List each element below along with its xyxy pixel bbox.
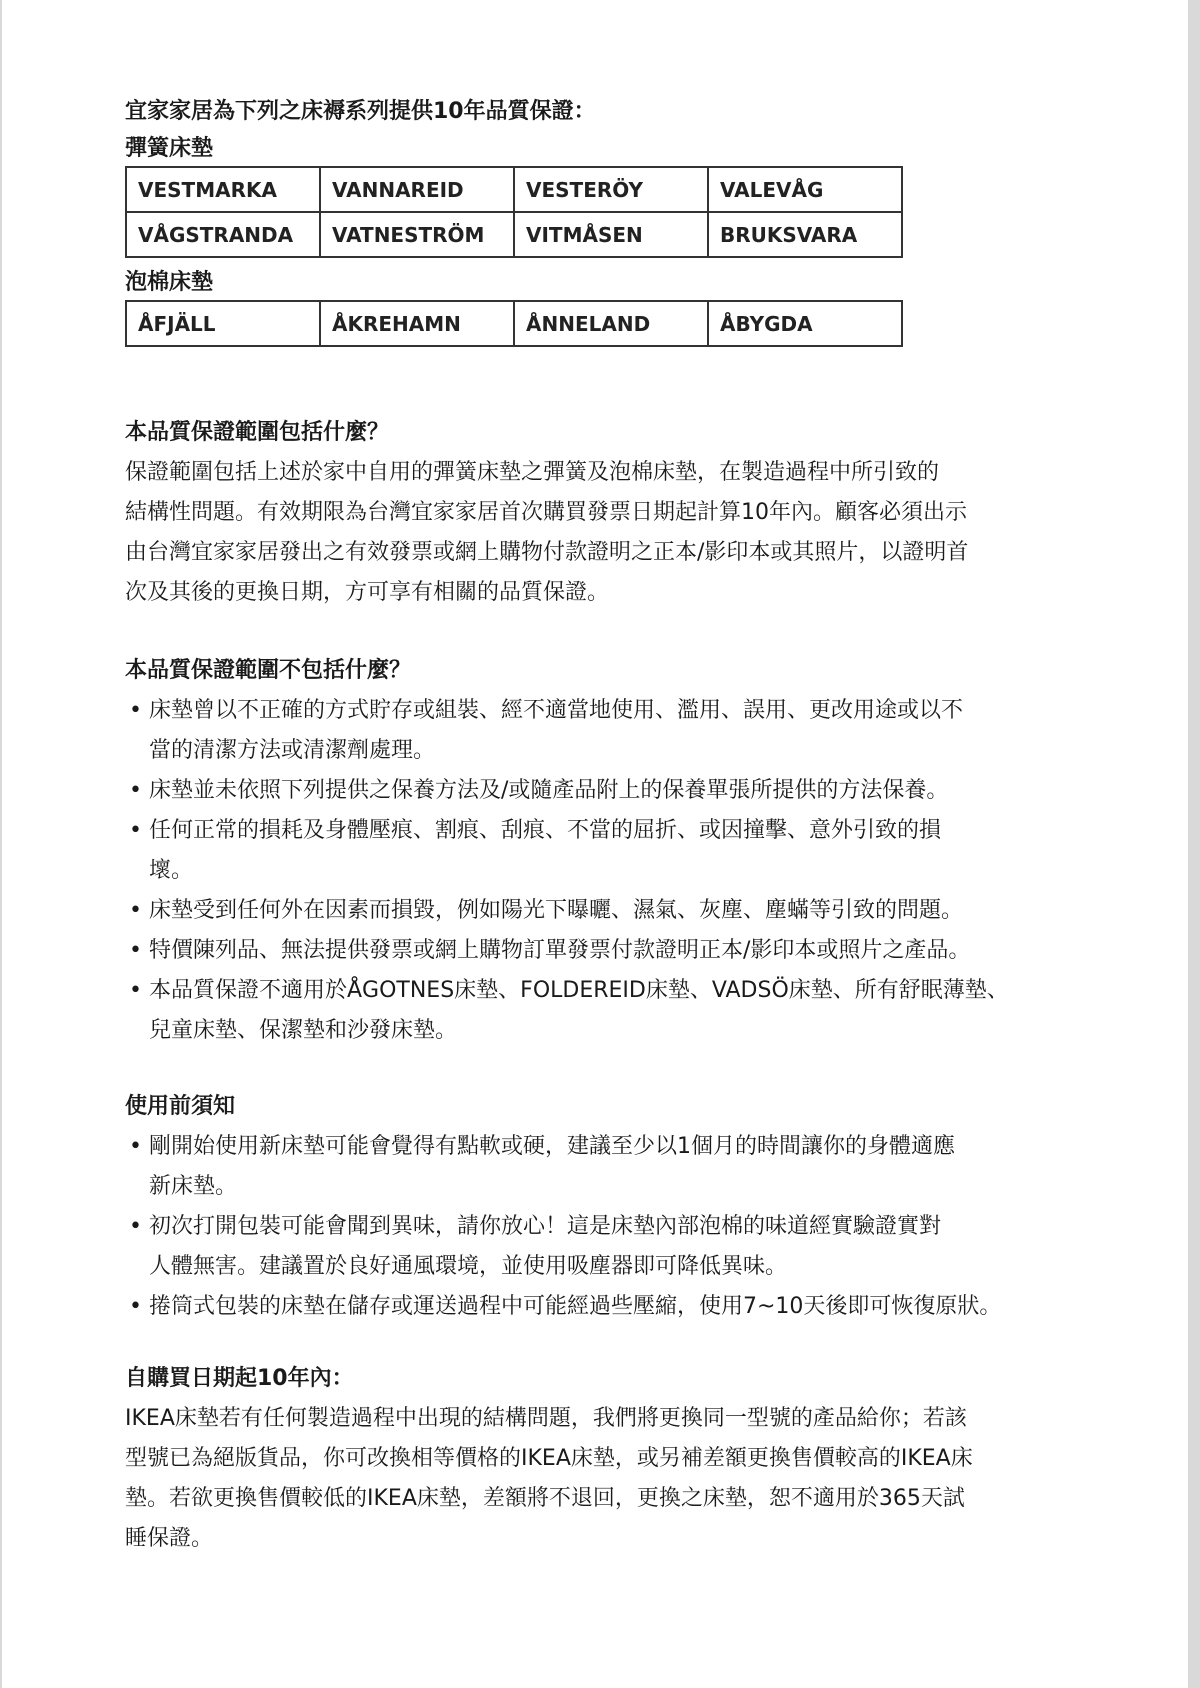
list-item: [125, 891, 1088, 931]
list-item-line: 特價陳列品、無法提供發票或網上購物訂單發票付款證明正本/影印本或照片之產品。: [149, 938, 971, 963]
list-item-line: 剛開始使用新床墊可能會覺得有點軟或硬，建議至少以1個月的時間讓你的身體適應: [149, 1134, 955, 1159]
list-item-line: 床墊曾以不正確的方式貯存或組裝、經不適當地使用、濫用、誤用、更改用途或以不: [149, 698, 964, 723]
model-cell: VITMÅSEN: [514, 212, 708, 257]
model-cell: VÅGSTRANDA: [126, 212, 320, 257]
model-cell: VATNESTRÖM: [320, 212, 514, 257]
spring-mattress-table: [125, 166, 903, 258]
before-use-list: [125, 1127, 1088, 1327]
list-item-line: 捲筒式包裝的床墊在儲存或運送過程中可能經過些壓縮，使用7~10天後即可恢復原狀。: [149, 1294, 1002, 1319]
not-covered-list: [125, 691, 1088, 1051]
list-item: [125, 1207, 1088, 1287]
model-cell: VALEVÅG: [708, 167, 902, 212]
list-item-line: 壞。: [149, 858, 194, 883]
model-cell: ÅBYGDA: [708, 301, 902, 346]
list-item: [125, 971, 1088, 1051]
before-use-title: 使用前須知: [125, 1094, 236, 1119]
paragraph-line: IKEA床墊若有任何製造過程中出現的結構問題，我們將更換同一型號的產品給你；若該: [125, 1406, 967, 1431]
model-cell: ÅNNELAND: [514, 301, 708, 346]
list-item: [125, 771, 1088, 811]
list-item: [125, 1287, 1088, 1327]
paragraph-line: 結構性問題。有效期限為台灣宜家家居首次購買發票日期起計算10年內。顧客必須出示: [125, 500, 967, 525]
list-item-line: 兒童床墊、保潔墊和沙發床墊。: [149, 1018, 458, 1043]
list-item-line: 人體無害。建議置於良好通風環境，並使用吸塵器即可降低異味。: [149, 1254, 788, 1279]
document-page: [2, 0, 1188, 1688]
paragraph-line: 型號已為絕版貨品，你可改換相等價格的IKEA床墊，或另補差額更換售價較高的IKEA床: [125, 1446, 973, 1471]
ten-years-paragraph: [125, 1399, 1088, 1559]
list-item: [125, 1127, 1088, 1207]
list-item-line: 本品質保證不適用於ÅGOTNES床墊、FOLDEREID床墊、VADSÖ床墊、所有舒眠薄墊、: [149, 978, 1009, 1003]
covered-title: 本品質保證範圍包括什麼？: [125, 420, 390, 445]
foam-mattress-table: [125, 300, 903, 347]
list-item: [125, 931, 1088, 971]
foam-mattress-title: 泡棉床墊: [125, 270, 214, 295]
model-cell: VESTMARKA: [126, 167, 320, 212]
model-cell: BRUKSVARA: [708, 212, 902, 257]
table-row: [126, 167, 902, 212]
model-cell: ÅFJÄLL: [126, 301, 320, 346]
table-row: [126, 301, 902, 346]
model-cell: VESTERÖY: [514, 167, 708, 212]
paragraph-line: 保證範圍包括上述於家中自用的彈簧床墊之彈簧及泡棉床墊，在製造過程中所引致的: [125, 460, 940, 485]
paragraph-line: 墊。若欲更換售價較低的IKEA床墊，差額將不退回，更換之床墊，恕不適用於365天試: [125, 1486, 965, 1511]
list-item-line: 任何正常的損耗及身體壓痕、割痕、刮痕、不當的屈折、或因撞擊、意外引致的損: [149, 818, 942, 843]
list-item-line: 床墊並未依照下列提供之保養方法及/或隨產品附上的保養單張所提供的方法保養。: [149, 778, 949, 803]
covered-paragraph: [125, 453, 1088, 613]
list-item: [125, 811, 1088, 891]
intro-heading: 宜家家居為下列之床褥系列提供10年品質保證：: [125, 99, 596, 124]
ten-years-title: 自購買日期起10年內：: [125, 1366, 354, 1391]
list-item: [125, 691, 1088, 771]
list-item-line: 新床墊。: [149, 1174, 238, 1199]
paragraph-line: 次及其後的更換日期，方可享有相關的品質保證。: [125, 580, 610, 605]
list-item-line: 床墊受到任何外在因素而損毀，例如陽光下曝曬、濕氣、灰塵、塵蟎等引致的問題。: [149, 898, 964, 923]
model-cell: ÅKREHAMN: [320, 301, 514, 346]
list-item-line: 當的清潔方法或清潔劑處理。: [149, 738, 436, 763]
not-covered-title: 本品質保證範圍不包括什麼？: [125, 658, 412, 683]
paragraph-line: 睡保證。: [125, 1526, 214, 1551]
paragraph-line: 由台灣宜家家居發出之有效發票或網上購物付款證明之正本/影印本或其照片，以證明首: [125, 540, 969, 565]
spring-mattress-title: 彈簧床墊: [125, 136, 214, 161]
list-item-line: 初次打開包裝可能會聞到異味，請你放心！這是床墊內部泡棉的味道經實驗證實對: [149, 1214, 942, 1239]
model-cell: VANNAREID: [320, 167, 514, 212]
table-row: [126, 212, 902, 257]
